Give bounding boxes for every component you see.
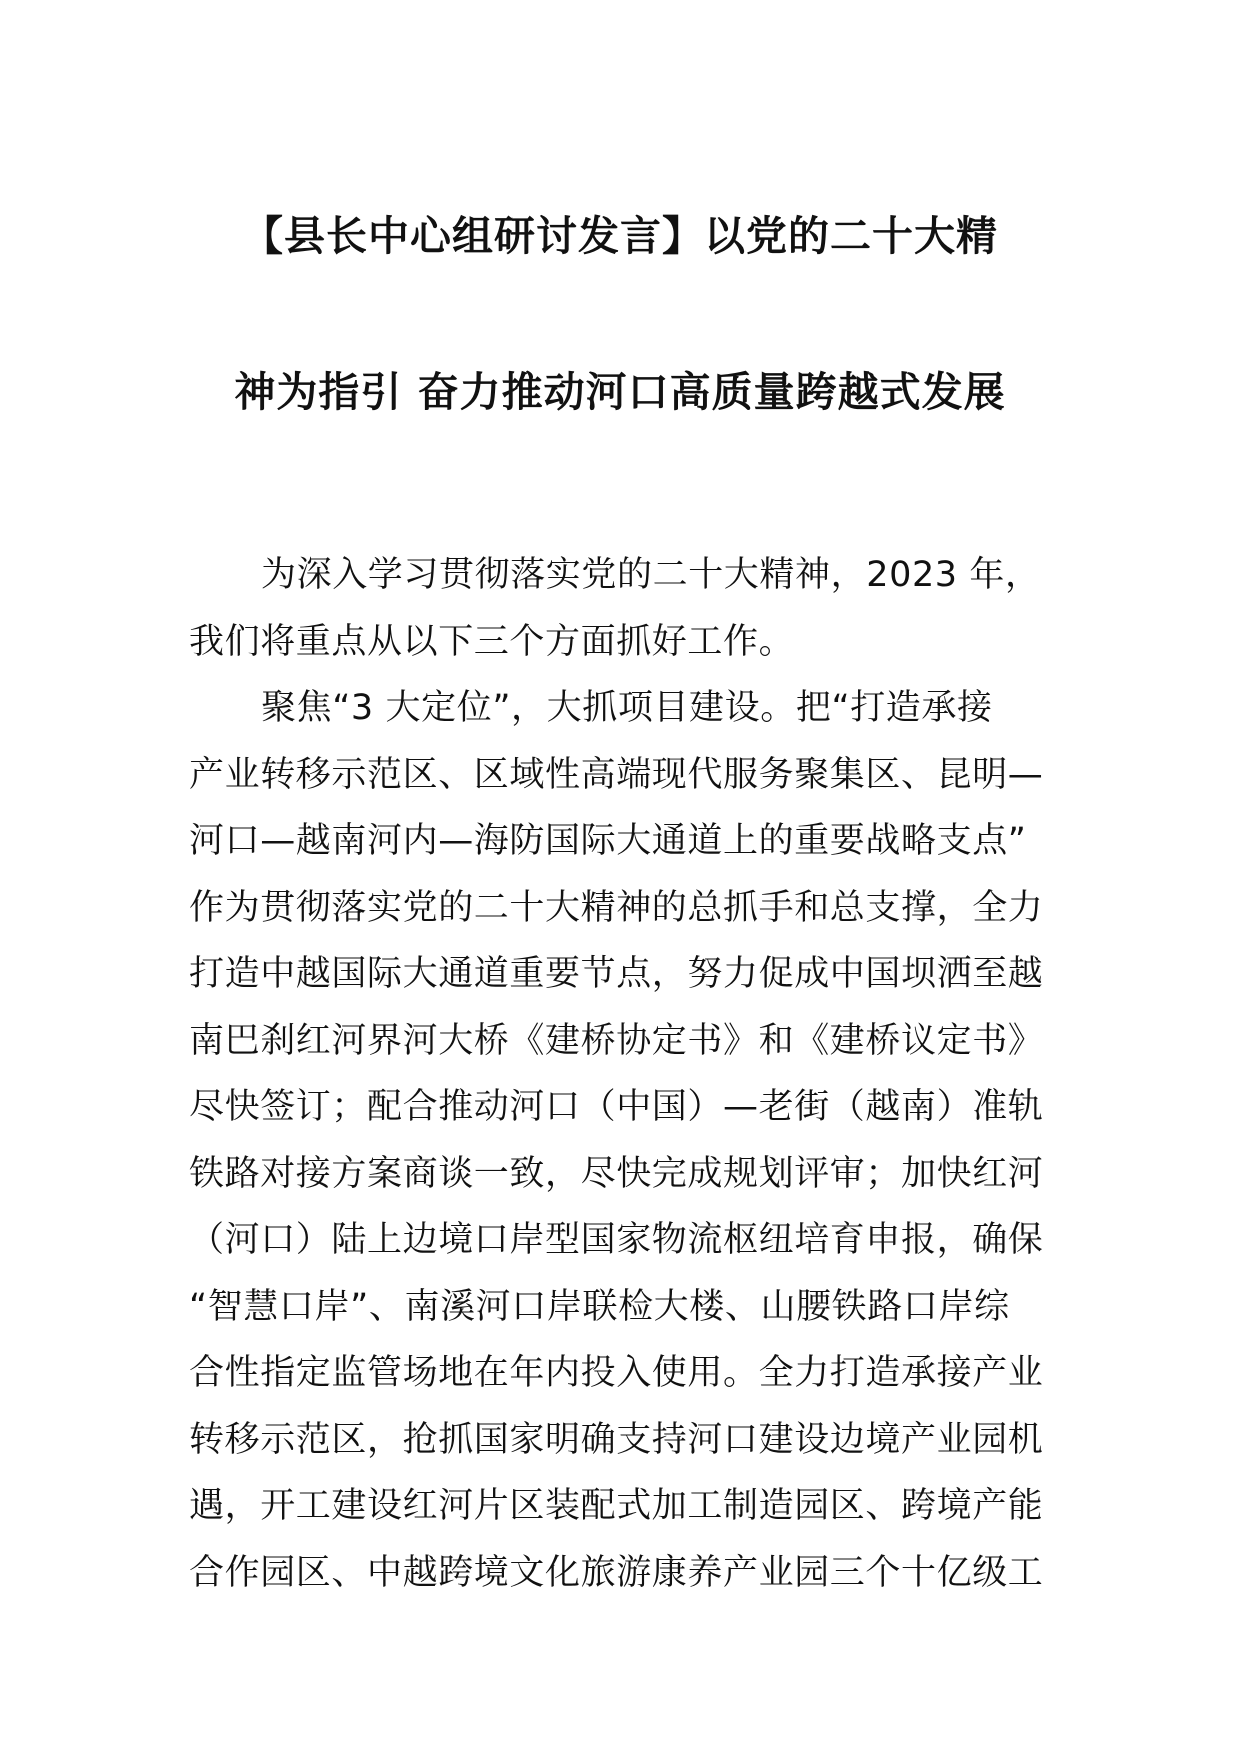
text-line: 转移示范区，抢抓国家明确支持河口建设边境产业园机	[189, 1419, 1044, 1460]
text-line: 打造中越国际大通道重要节点，努力促成中国坝洒至越	[189, 954, 1044, 994]
text-line: 南巴刹红河界河大桥《建桥协定书》和《建桥议定书》	[189, 1020, 1044, 1061]
paragraph-project-construction	[189, 675, 1055, 1606]
document-title-line-2: 神为指引 奋力推动河口高质量跨越式发展	[234, 368, 1006, 416]
text-line: 遇，开工建设红河片区装配式加工制造园区、跨境产能	[189, 1486, 1044, 1526]
text-line: “智慧口岸”、南溪河口岸联检大楼、山腰铁路口岸综	[189, 1286, 1010, 1327]
text-line: （河口）陆上边境口岸型国家物流枢纽培育申报，确保	[189, 1220, 1044, 1260]
text-line: 尽快签订；配合推动河口（中国）—老街（越南）准轨	[189, 1087, 1044, 1127]
text-line: 铁路对接方案商谈一致，尽快完成规划评审；加快红河	[189, 1153, 1044, 1194]
text-line: 合作园区、中越跨境文化旅游康养产业园三个十亿级工	[189, 1552, 1044, 1593]
document-title-line-1: 【县长中心组研讨发言】以党的二十大精	[242, 212, 998, 260]
text-line: 河口—越南河内—海防国际大通道上的重要战略支点”	[189, 821, 1027, 861]
paragraph-intro	[189, 542, 1055, 675]
document-body	[189, 542, 1055, 1606]
text-line: 合性指定监管场地在年内投入使用。全力打造承接产业	[189, 1353, 1044, 1393]
text-line: 作为贯彻落实党的二十大精神的总抓手和总支撑，全力	[189, 887, 1044, 928]
text-line: 我们将重点从以下三个方面抓好工作。	[189, 621, 795, 662]
text-line: 为深入学习贯彻落实党的二十大精神，2023 年，	[261, 555, 1041, 595]
text-line: 聚焦“3 大定位”，大抓项目建设。把“打造承接	[261, 688, 993, 728]
text-line: 产业转移示范区、区域性高端现代服务聚集区、昆明—	[189, 754, 1044, 795]
